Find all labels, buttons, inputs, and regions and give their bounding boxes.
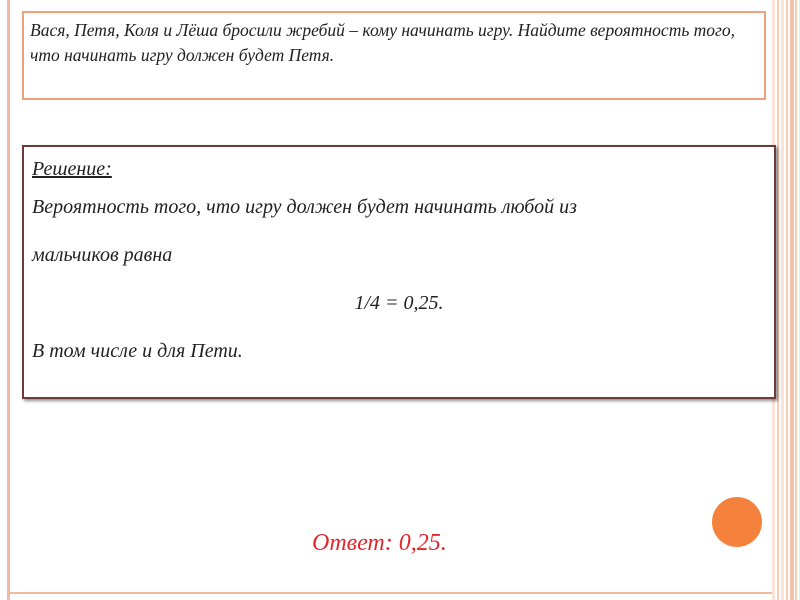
- solution-line-1: Вероятность того, что игру должен будет начинать любой из: [32, 196, 577, 218]
- solution-line-3: В том числе и для Пети.: [32, 340, 243, 362]
- solution-formula: 1/4 = 0,25.: [354, 292, 444, 314]
- solution-line-2: мальчиков равна: [32, 244, 173, 266]
- solution-heading: Решение:: [32, 158, 112, 180]
- solution-box: [22, 145, 776, 399]
- left-decorative-rule: [7, 0, 10, 600]
- bottom-decorative-rule: [7, 592, 793, 594]
- decorative-circle-icon: [712, 497, 762, 547]
- problem-box: [22, 11, 766, 100]
- problem-text: Вася, Петя, Коля и Лёша бросили жребий – кому начинать игру. Найдите вероятность того, что начинать игру должен будет Петя.: [30, 20, 736, 65]
- right-decorative-band: [772, 0, 800, 600]
- answer-text: Ответ: 0,25.: [312, 530, 447, 556]
- right-decorative-band-edge: [790, 0, 794, 600]
